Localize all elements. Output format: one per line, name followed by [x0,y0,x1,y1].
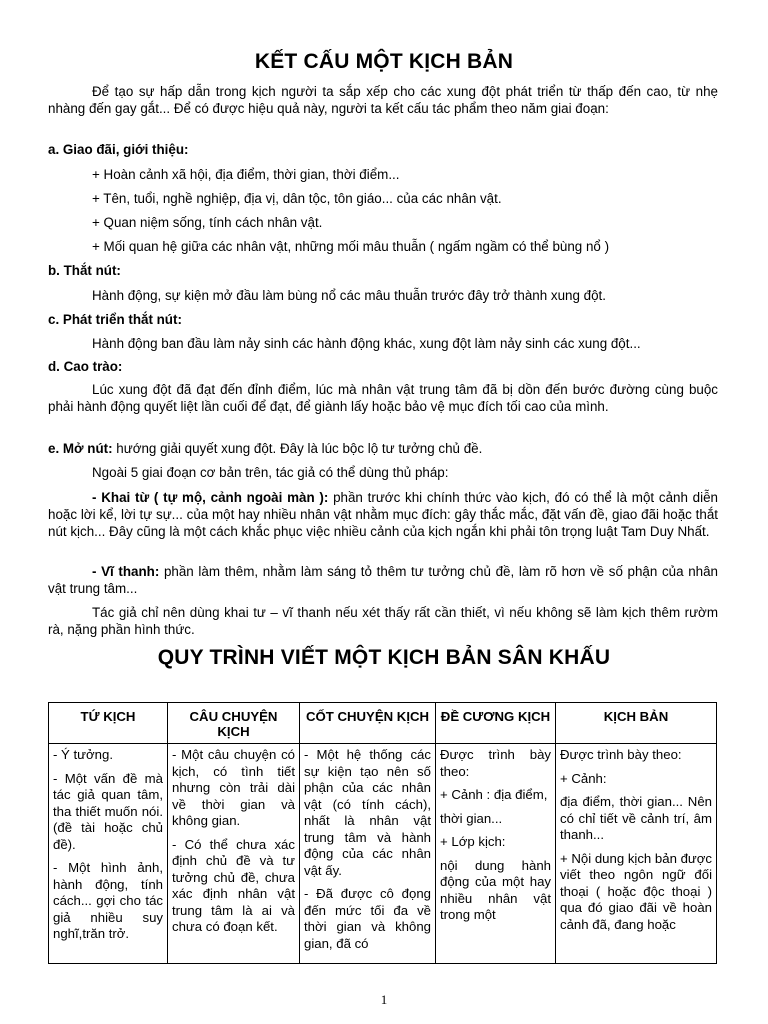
section-d-heading: d. Cao trào: [48,359,123,374]
extra-intro: Ngoài 5 giai đoạn cơ bản trên, tác giả có thể dùng thủ pháp: [92,465,449,480]
khai-tu-text: phần trước khi chính thức vào kịch, đó có thể là một cảnh diễn hoặc lời kể, lời tự sự... của một hay nhiều nhân vật nhằm mục đích: gây thắc mắc, đặt vấn đề, giao đãi hoặc thắt nút kịch... Đây cũng là một cách khắc phục việc nhiều cảnh của kịch ngắn khi phải tôn trọng luật Tam Duy Nhất. [48,490,718,539]
section-a-heading: a. Giao đãi, giới thiệu: [48,142,189,157]
cell-paragraph: thời gian... [440,810,503,826]
section-b-text: Hành động, sự kiện mở đầu làm bùng nổ các mâu thuẫn trước đây trở thành xung đột. [92,288,606,303]
cell-paragraph: - Một hệ thống các sự kiện tạo nên số phận của các nhân vật (có tính cách), nhất là nhân vật trung tâm và hành động của các nhân vật ấy. [304,747,431,878]
document-title: KẾT CẤU MỘT KỊCH BẢN [254,50,514,73]
cell-paragraph: - Đã được cô đọng đến mức tối đa về thời gian và không gian, đã có [304,886,431,951]
cell-paragraph: nội dung hành động của một hay nhiều nhân vật trong một [440,857,551,922]
header-de-cuong-kich: ĐỀ CƯƠNG KỊCH [436,703,556,744]
section-a-item: + Tên, tuổi, nghề nghiệp, địa vị, dân tộc, tôn giáo... của các nhân vật. [92,191,502,206]
table-row [49,744,717,964]
cell-kich-ban [556,744,717,964]
cell-paragraph: + Cảnh : địa điểm, [440,787,548,802]
cell-paragraph: Được trình bày theo: [440,747,551,779]
section-c-text: Hành động ban đầu làm nảy sinh các hành động khác, xung đột làm nảy sinh các xung đột... [92,336,641,351]
intro-paragraph: Để tạo sự hấp dẫn trong kịch người ta sắp xếp cho các xung đột phát triển từ thấp đến cao, từ nhẹ nhàng đến gay gắt... Để có được hiệu quả này, người ta kết cấu tác phẩm theo năm giai đoạn: [48,84,718,116]
table-title: QUY TRÌNH VIẾT MỘT KỊCH BẢN SÂN KHẤU [157,646,611,669]
page-number: 1 [380,992,388,1007]
vi-thanh-label: - Vĩ thanh: [92,564,160,579]
header-kich-ban: KỊCH BẢN [556,703,717,744]
process-table [48,702,717,964]
header-cau-chuyen-kich: CÂU CHUYỆN KỊCH [168,703,300,744]
cell-paragraph: - Một câu chuyện có kịch, có tình tiết nhưng còn trải dài về thời gian và không gian. [172,747,295,828]
section-d-text: Lúc xung đột đã đạt đến đỉnh điểm, lúc mà nhân vật trung tâm đã bị dồn đến bước đường cùng buộc phải hành động quyết liệt lần cuối để đạt, để giành lấy hoặc bảo vệ mục đích tối cao của mình. [48,382,718,414]
cell-paragraph: + Lớp kịch: [440,834,506,849]
vi-thanh-paragraph [48,563,718,597]
section-c-heading: c. Phát triển thắt nút: [48,312,182,327]
table-header-row [49,703,717,744]
section-e-text: hướng giải quyết xung đột. Đây là lúc bộc lộ tư tưởng chủ đề. [112,441,483,456]
section-a-item: + Hoàn cảnh xã hội, địa điểm, thời gian, thời điểm... [92,167,400,182]
cell-tu-kich [49,744,168,964]
section-e-heading: e. Mở nút: [48,441,113,456]
header-tu-kich: TỨ KỊCH [49,703,168,744]
section-a-item: + Mối quan hệ giữa các nhân vật, những mối mâu thuẫn ( ngấm ngầm có thể bùng nổ ) [92,239,610,254]
vi-thanh-text: phần làm thêm, nhằm làm sáng tỏ thêm tư tưởng chủ đề, làm rõ hơn về số phận của nhân vật trung tâm... [48,564,718,596]
cell-paragraph: + Cảnh: [560,770,607,786]
khai-tu-paragraph [48,489,718,540]
header-cot-chuyen-kich: CỐT CHUYỆN KỊCH [300,703,436,744]
khai-tu-label: - Khai từ ( tự mộ, cảnh ngoài màn ): [92,490,329,505]
cell-paragraph: Được trình bày theo: [560,747,682,762]
section-a-item: + Quan niệm sống, tính cách nhân vật. [92,215,323,230]
section-b-heading: b. Thắt nút: [48,263,121,278]
closing-paragraph: Tác giả chỉ nên dùng khai tư – vĩ thanh nếu xét thấy rất cần thiết, vì nếu không sẽ làm kịch thêm rườm rà, nặng phần hình thức. [48,605,718,637]
cell-paragraph: - Ý tưởng. [53,747,113,762]
cell-paragraph: + Nội dung kịch bản được viết theo ngôn ngữ đối thoại ( hoặc độc thoại ) qua đó giao đãi về hoàn cảnh đã, đang hoặc [560,850,712,932]
cell-cau-chuyen-kich [168,744,300,964]
cell-de-cuong-kich [436,744,556,964]
cell-paragraph: - Một hình ảnh, hành động, tính cách... gợi cho tác giả nhiều suy nghĩ,trăn trở. [53,860,163,941]
section-e-paragraph [48,440,718,457]
cell-paragraph: - Một vấn đề mà tác giả quan tâm, tha thiết muốn nói. (đề tài hoặc chủ đề). [53,770,163,852]
cell-paragraph: - Có thể chưa xác định chủ đề và tư tưởng chủ đề, chưa xác định nhân vật trung tâm là ai và chưa có đoạn kết. [172,836,295,934]
cell-paragraph: địa điểm, thời gian... Nên có chỉ tiết về cảnh trí, âm thanh... [560,794,712,842]
cell-cot-chuyen-kich [300,744,436,964]
